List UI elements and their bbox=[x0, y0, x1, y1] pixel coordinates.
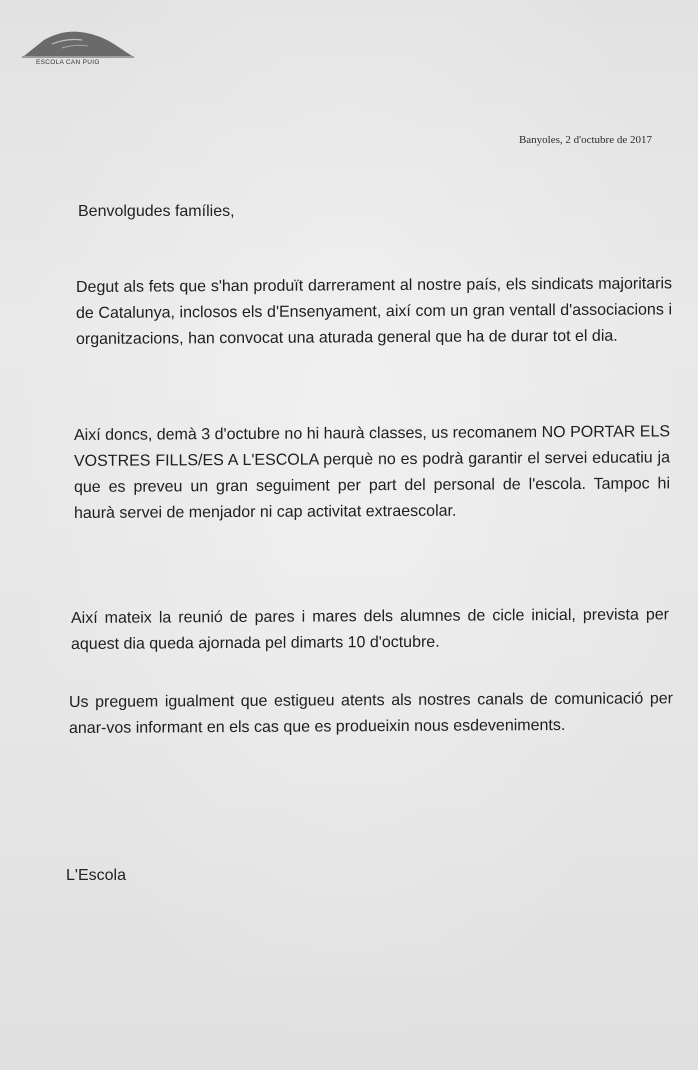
letter-salutation: Benvolgudes famílies, bbox=[78, 203, 235, 220]
paragraph-2-start: Així doncs, demà 3 d'octubre no hi haurà classes, us recomanem bbox=[74, 424, 542, 444]
paragraph-2-end: perquè no es podrà garantir el servei educatiu ja que es preveu un gran seguiment per part del personal de l'escola. Tampoc hi haurà servei de menjador ni cap activitat extraescolar. bbox=[74, 449, 670, 522]
mountain-logo-icon bbox=[22, 26, 134, 60]
school-logo-name: ESCOLA CAN PUIG bbox=[36, 59, 100, 66]
school-logo bbox=[22, 26, 134, 72]
paragraph-4: Us preguem igualment que estigueu atents als nostres canals de comunicació per anar-vos informant en els cas que es produeixin nous esdeveniments. bbox=[69, 690, 673, 737]
paragraph-3: Així mateix la reunió de pares i mares dels alumnes de cicle inicial, prevista per aquest dia queda ajornada pel dimarts 10 d'octubre. bbox=[71, 606, 669, 653]
paragraph-2 bbox=[74, 419, 670, 527]
letter-date: Banyoles, 2 d'octubre de 2017 bbox=[518, 134, 652, 146]
letter-signature: L'Escola bbox=[66, 867, 126, 884]
paragraph-1: Degut als fets que s'han produït darrerament al nostre país, els sindicats majoritaris de Catalunya, inclosos els d'Ensenyament, així com un gran ventall d'associacions i organitzacions, han convocat una aturada general que ha de durar tot el dia. bbox=[76, 275, 672, 348]
paragraph-2-emphasis: NO PORTAR ELS VOSTRES FILLS/ES A L'ESCOLA bbox=[74, 423, 671, 470]
